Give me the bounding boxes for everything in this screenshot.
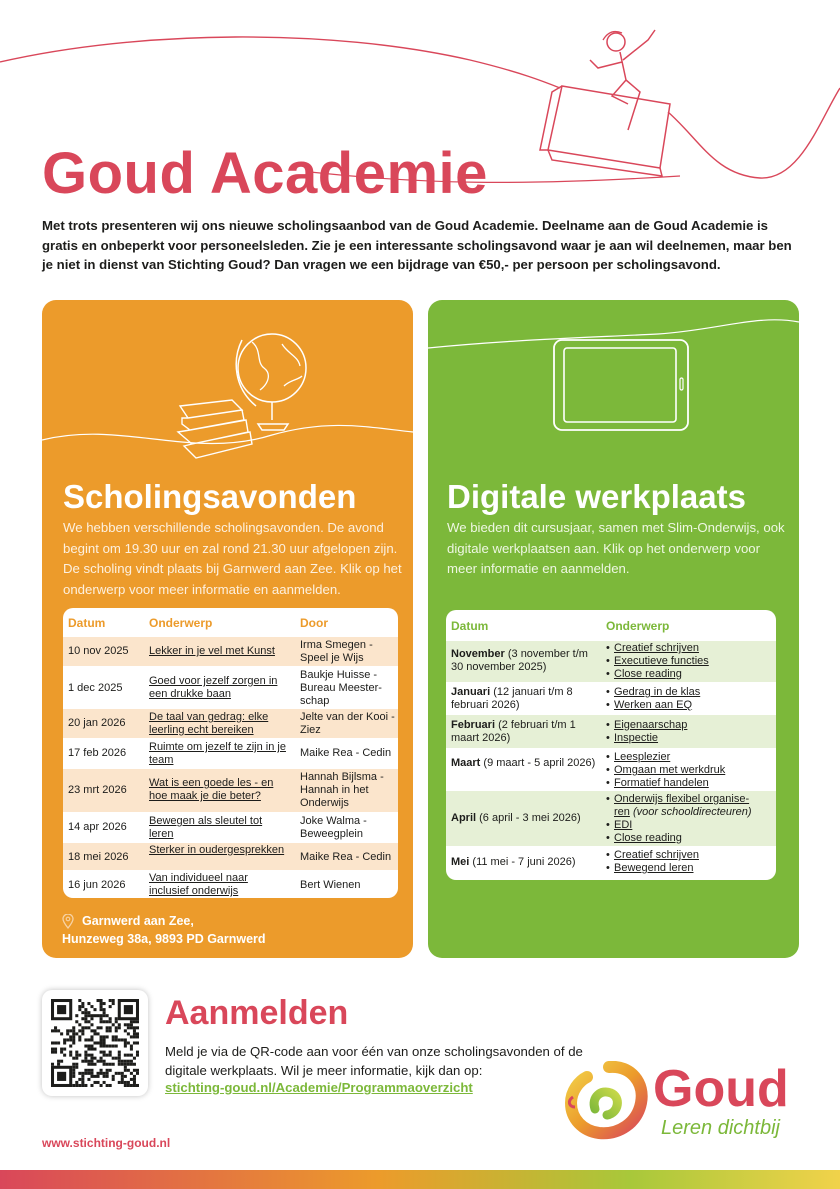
column-header-onderwerp: Onderwerp [149,616,213,630]
topic-link[interactable]: Onderwijs flexibel organise- [614,793,750,805]
table-row [446,846,776,878]
table-row [446,748,776,790]
scholing-title: Scholingsavonden [63,478,357,515]
row-date: 1 dec 2025 [68,682,123,694]
topic-link[interactable]: Bewegen als sleutel tot leren [149,815,263,840]
row-speaker: Maike Rea - Cedin [300,851,392,863]
table-row [446,682,776,714]
topic-link[interactable]: Leesplezier [614,751,671,763]
topic-link[interactable]: Formatief handelen [614,777,709,789]
table-row [446,714,776,748]
topic-link[interactable]: Inspectie [614,732,659,744]
row-topics [606,719,771,745]
period-month: Januari [451,686,491,698]
topic-link[interactable]: Close reading [614,668,682,680]
topic-link[interactable]: De taal van gedrag: elke leerling echt bereiken [149,711,269,736]
qr-code[interactable] [42,990,148,1096]
row-date: 20 jan 2026 [68,717,126,729]
topic-link[interactable]: Werken aan EQ [614,699,693,711]
row-period [451,856,601,869]
topic-link[interactable]: Creatief schrijven [614,642,699,654]
scholing-table [63,608,398,898]
map-pin-icon [62,914,74,929]
topic-note: (voor schooldirecteuren) [632,806,752,818]
column-header-datum: Datum [451,619,489,633]
column-header-datum: Datum [68,616,106,630]
goud-logo [565,1055,805,1150]
digitaal-text: We bieden dit cursusjaar, samen met Slim-Onderwijs, ook digitale werkplaatsen aan. Klik op het onderwerp voor meer informatie en aanmelden. [447,520,785,576]
bottom-gradient-bar [0,1170,840,1189]
topic-link[interactable]: Eigenaarschap [614,719,688,731]
logo-tagline: Leren dichtbij [661,1117,780,1139]
table-row [446,790,776,846]
table-row [63,636,398,666]
topic-link[interactable]: Ruimte om jezelf te zijn in je team [149,741,286,766]
period-month: Februari [451,719,496,731]
row-speaker: Irma Smegen - Speel je Wijs [300,639,373,664]
row-date: 23 mrt 2026 [68,784,127,796]
digitaal-table [446,610,776,880]
table-row [63,812,398,842]
topic-link[interactable]: Executieve functies [614,655,709,667]
row-topics [606,642,771,681]
period-month: Maart [451,757,481,769]
period-range: (3 november t/m 30 november 2025) [451,648,588,673]
row-date: 16 jun 2026 [68,879,126,891]
period-range: (12 januari t/m 8 februari 2026) [451,686,573,711]
row-date: 14 apr 2026 [68,821,127,833]
topic-link[interactable]: Van individueel naar inclusief onderwijs [149,872,248,897]
table-header [446,610,776,640]
period-month: Mei [451,856,470,868]
column-header-onderwerp: Onderwerp [606,619,670,633]
column-header-door: Door [300,616,328,630]
globe-books-illustration [172,320,342,470]
row-period [451,757,601,770]
row-topics [606,686,771,712]
period-range: (9 maart - 5 april 2026) [480,757,596,769]
table-row [63,666,398,708]
table-row [63,768,398,812]
period-month: November [451,648,505,660]
topic-link[interactable]: EDI [614,819,633,831]
period-month: April [451,812,477,824]
topic-link[interactable]: Wat is een goede les - en hoe maak je die beter? [149,777,274,802]
qr-code-image [51,999,139,1087]
website-link[interactable]: www.stichting-goud.nl [42,1136,171,1150]
row-speaker: Jelte van der Kooi - Ziez [300,711,395,736]
topic-link[interactable]: Creatief schrijven [614,849,699,861]
location [62,912,266,948]
row-date: 18 mei 2026 [68,851,129,863]
table-row [63,870,398,898]
table-row [63,842,398,870]
row-date: 17 feb 2026 [68,747,127,759]
topic-link[interactable]: Close reading [614,832,682,844]
digitale-werkplaats-card [428,300,799,958]
row-date: 10 nov 2025 [68,645,129,657]
programma-link[interactable]: stichting-goud.nl/Academie/Programmaoverzicht [165,1080,473,1095]
logo-wordmark: Goud [653,1060,789,1118]
topic-link[interactable]: Gedrag in de klas [614,686,701,698]
intro-text: Met trots presenteren wij ons nieuwe scholingsaanbod van de Goud Academie. Deelname aan de Goud Academie is gratis en onbeperkt voor personeelsleden. Zie je een interessante scholingsavond waar je aan wil deelnemen, maar ben je niet in dienst van Stichting Goud? Dan vragen we een bijdrage van €50,- per persoon per scholingsavond. [42,218,792,272]
table-row [446,640,776,682]
row-period [451,812,601,825]
row-period [451,686,601,712]
digitaal-title: Digitale werkplaats [447,478,746,515]
topic-link[interactable]: Sterker in oudergesprekken [149,844,285,856]
table-row [63,738,398,768]
aanmelden-title: Aanmelden [165,994,349,1032]
row-speaker: Baukje Huisse - Bureau Meester-schap [300,669,382,707]
scholing-text: We hebben verschillende scholingsavonden. De avond begint om 19.30 uur en zal rond 21.30 uur afgelopen zijn. De scholing vindt plaats bij Garnwerd aan Zee. Klik op het onderwerp voor meer informatie en aanmelden. [63,520,402,597]
row-topics [606,793,771,845]
logo-mark-icon [565,1061,649,1141]
period-range: (6 april - 3 mei 2026) [476,812,581,824]
row-speaker: Joke Walma - Beweegplein [300,815,367,840]
row-speaker: Hannah Bijlsma - Hannah in het Onderwijs [300,771,384,809]
aanmelden-text: Meld je via de QR-code aan voor één van onze scholingsavonden of de digitale werkplaats. Wil je meer informatie, kijk dan op: [165,1044,583,1078]
row-speaker: Bert Wienen [300,879,361,891]
topic-link-continued[interactable]: ren [614,806,630,818]
topic-link[interactable]: Goed voor jezelf zorgen in een drukke baan [149,675,278,700]
row-topics [606,849,771,875]
row-speaker: Maike Rea - Cedin [300,747,392,759]
table-row [63,708,398,738]
location-line-2: Hunzeweg 38a, 9893 PD Garnwerd [62,932,266,946]
topic-link[interactable]: Lekker in je vel met Kunst [149,645,275,657]
topic-link[interactable]: Bewegend leren [614,862,694,874]
row-topics [606,751,771,790]
location-line-1: Garnwerd aan Zee, [82,914,194,928]
row-period [451,719,601,745]
period-range: (2 februari t/m 1 maart 2026) [451,719,576,744]
page-title: Goud Academie [42,141,488,206]
row-period [451,648,601,674]
table-header [63,608,398,636]
topic-link[interactable]: Omgaan met werkdruk [614,764,726,776]
tablet-illustration [552,338,692,434]
period-range: (11 mei - 7 juni 2026) [469,856,576,868]
scholingsavonden-card [42,300,413,958]
